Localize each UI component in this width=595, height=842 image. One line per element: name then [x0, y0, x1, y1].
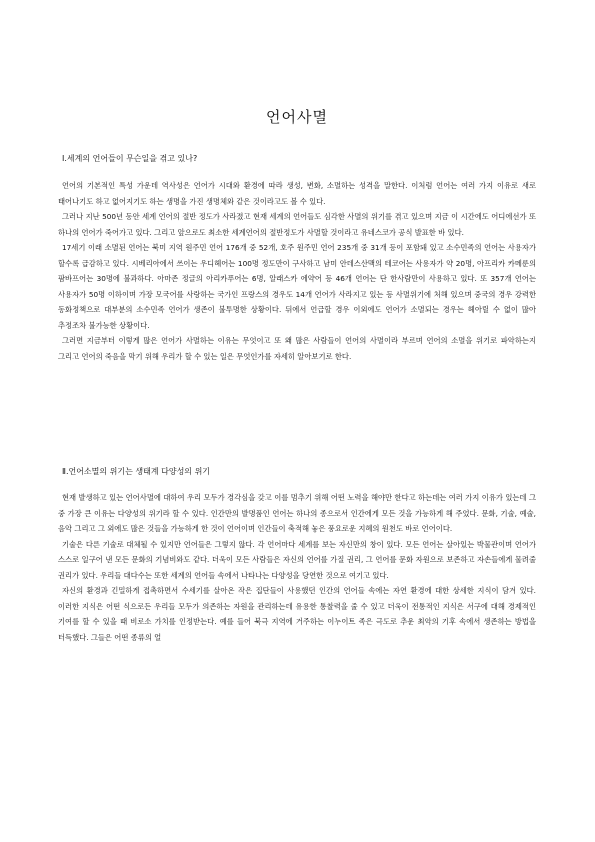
paragraph: 기술은 다른 기술로 대체될 수 있지만 언어들은 그렇지 않다. 각 언어마다 세계를 보는 자신만의 창이 있다. 모든 언어는 살아있는 박물관이며 언어가 스스로 일구어 낸 모든 문화의 기념비와도 같다. 더욱이 모든 사람들은 자신의 언어를 가질 권리, 그 언어를 문화 자원으로 보존하고 자손들에게 물려줄 권리가 있다. 우리들 대다수는 또한 세계의 언어들 속에서 나타나는 다양성을 당연한 것으로 여기고 있다.: [58, 539, 536, 580]
section-heading-1: Ⅰ.세계의 언어들이 무슨일을 겪고 있나?: [62, 154, 198, 163]
paragraph: 언어의 기본적인 특성 가운데 역사성은 언어가 시대와 환경에 따라 생성, 변화, 소멸하는 성격을 말한다. 이처럼 언어는 여러 가지 이유로 새로 태어나기도 하고 없어지기도 하는 생명을 가진 생명체와 같은 것이라고도 볼 수 있다.: [58, 181, 536, 206]
paragraph: 자신의 환경과 긴밀하게 접촉하면서 수세기를 살아온 작은 집단들이 사용했던 인간의 언어들 속에는 자연 환경에 대한 상세한 지식이 담겨 있다. 이러한 지식은 어떤 식으로든 우리들 모두가 의존하는 자원을 관리하는데 유용한 통찰력을 줄 수 있고 더욱이 전통적인 지식은 서구에 대해 경제적인 기여를 할 수 있을 때 비로소 가치를 인정받는다. 예를 들어 북극 지역에 거주하는 이누이트 족은 극도로 추운 최악의 기후 속에서 생존하는 방법을 터득했다. 그들은 어떤 종류의 얼: [58, 586, 536, 642]
document-title: 언어사멸: [266, 108, 328, 126]
document-page: [58, 0, 536, 842]
paragraph: 그러면 지금부터 이렇게 많은 언어가 사멸하는 이유는 무엇이고 또 왜 많은 사람들이 언어의 사멸이라 부르며 언어의 소멸을 위기로 파악하는지 그리고 언어의 죽음을 막기 위해 우리가 할 수 있는 일은 무엇인가를 자세히 알아보기로 한다.: [58, 336, 536, 361]
section-2-body: [58, 490, 536, 645]
section-1-body: [58, 178, 536, 364]
paragraph: 현재 발생하고 있는 언어사멸에 대하여 우리 모두가 경각심을 갖고 이를 멈추기 위해 어떤 노력을 해야만 한다고 하는데는 여러 가지 이유가 있는데 그 중 가장 큰 이유는 다양성의 위기라 할 수 있다. 인간만의 발명품인 언어는 하나의 종으로서 인간에게 모든 것을 가능하게 해 주었다. 문화, 기술, 예술, 음악 그리고 그 외에도 많은 것들을 가능하게 한 것이 언어이며 인간들이 축적해 놓은 풍요로운 지혜의 원천도 바로 언어이다.: [58, 493, 536, 533]
section-heading-2: Ⅱ.언어소멸의 위기는 생태계 다양성의 위기: [62, 467, 211, 476]
paragraph: 17세기 이래 소멸된 언어는 북미 지역 원주민 언어 176개 중 52개, 호주 원주민 언어 235개 중 31개 등이 포함돼 있고 소수민족의 언어는 사용자가 할수록 급감하고 있다. 시베리아에서 쓰이는 우디헤어는 100명 정도만이 구사하고 남미 안데스산맥의 테코어는 사용자가 약 20명, 아프리카 카메룬의 팜바프어는 30명에 불과하다. 아마존 정글의 아리카푸어는 6명, 알래스카 에약어 등 46개 언어는 단 한사람만이 사용하고 있다. 또 357개 언어는 사용자가 50명 이하이며 가장 모국어를 사랑하는 국가인 프랑스의 경우도 14개 언어가 사라지고 있는 등 사멸위기에 처해 있으며 중국의 경우 강력한 동화정책으로 대부분의 소수민족 언어가 생존이 불투명한 상황이다. 뒤에서 언급할 경우 이외에도 언어가 소멸되는 경우는 헤아릴 수 없이 많아 추정조차 불가능한 상황이다.: [58, 243, 536, 330]
paragraph: 그러나 지난 500년 동안 세계 언어의 절반 정도가 사라졌고 현재 세계의 언어들도 심각한 사멸의 위기를 겪고 있으며 지금 이 시간에도 어디에선가 또 하나의 언어가 죽어가고 있다. 그리고 앞으로도 최소한 세계언어의 절반정도가 사멸할 것이라고 유네스코가 공식 발표한 바 있다.: [58, 212, 536, 237]
